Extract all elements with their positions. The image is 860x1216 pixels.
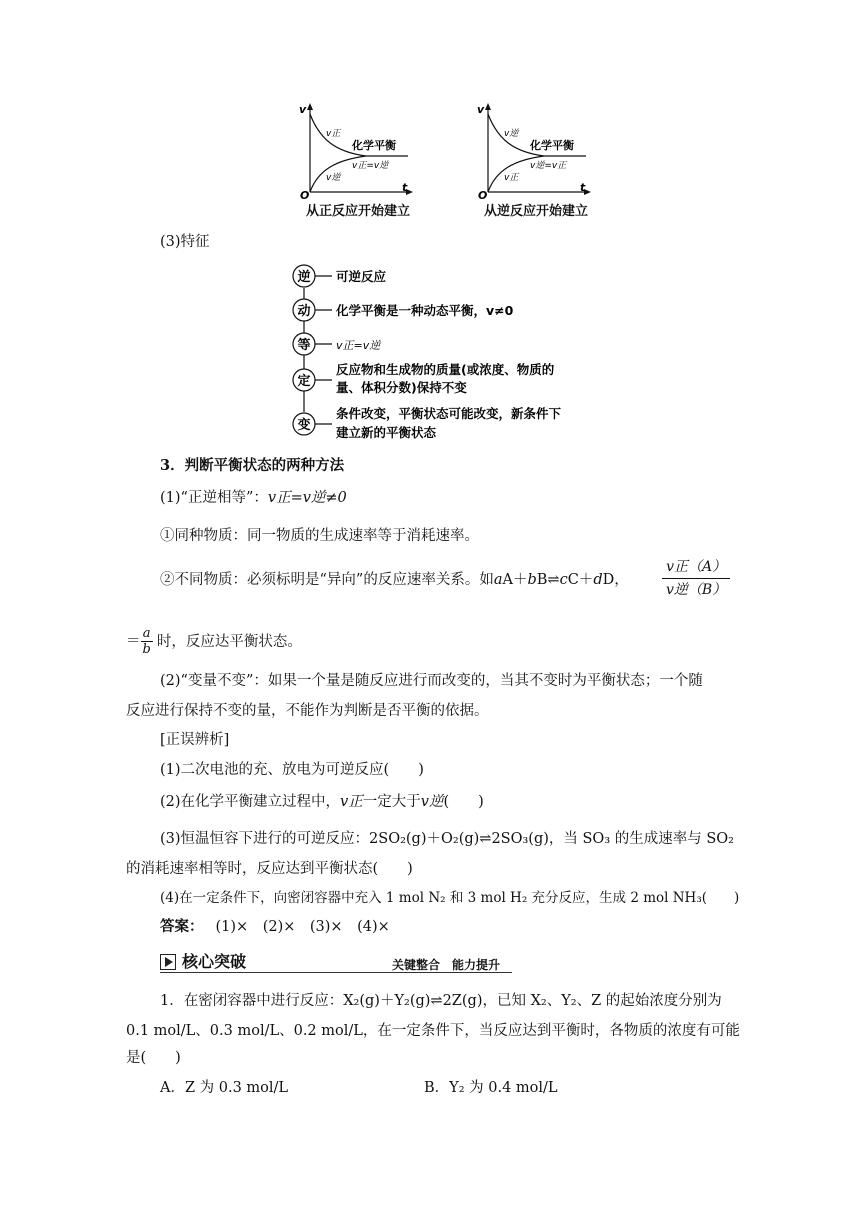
graph-left-eq-formula: v正=v逆: [352, 161, 389, 171]
graph-right-upper: v逆: [504, 129, 519, 139]
analysis-q3-line1: (3)恒温恒容下进行的可逆反应：2SO₂(g)＋O₂(g)⇌2SO₃(g)，当 SO₃ 的生成速率与 SO₂: [160, 831, 734, 847]
q1-option-b[interactable]: B．Y₂ 为 0.4 mol/L: [424, 1080, 558, 1096]
analysis-q4: (4)在一定条件下，向密闭容器中充入 1 mol N₂ 和 3 mol H₂ 充分反应，生成 2 mol NH₃( ): [160, 890, 740, 906]
p3-coef-a: a: [493, 572, 503, 588]
section3-p3: [160, 570, 629, 590]
section3-p1: [160, 488, 347, 508]
feature-node-3: [293, 362, 555, 395]
p3-end: D，: [602, 572, 629, 588]
graph-left-caption: 从正反应开始建立: [306, 204, 411, 219]
analysis-q3-line2: 的消耗速率相等时，反应达到平衡状态( ): [126, 861, 413, 877]
answer-label: 答案：: [160, 918, 204, 935]
p1-prefix: (1)“正逆相等”：: [160, 490, 268, 506]
p3-coef-b: b: [527, 572, 537, 588]
p3-mid2: B: [536, 572, 548, 588]
graph-left-eq-label: 化学平衡: [352, 139, 396, 152]
graph-right-eq-label: 化学平衡: [530, 139, 574, 152]
p4-text: 时，反应达平衡状态。: [156, 633, 302, 650]
banner-title: 核心突破: [182, 952, 247, 971]
q1-line3: 是( ): [126, 1050, 181, 1066]
graph-forward: [296, 100, 422, 200]
section3-title: 3．判断平衡状态的两种方法: [160, 457, 345, 474]
feature-node-2: [293, 333, 382, 355]
analysis-q2: [160, 792, 484, 812]
q2-end: ( ): [443, 794, 484, 810]
rate-fraction: [662, 556, 730, 601]
feature-node-0: [293, 265, 387, 287]
graph-left-lower: v逆: [326, 173, 341, 183]
feature-node-4: [293, 406, 562, 440]
graph-right-yaxis: v: [477, 103, 485, 116]
graph-right-origin: O: [478, 189, 488, 200]
feature-key-4: 变: [297, 418, 311, 433]
feature-key-3: 定: [297, 374, 311, 389]
section3-p4: [126, 626, 302, 657]
q1-option-a[interactable]: A．Z 为 0.3 mol/L: [160, 1080, 289, 1096]
feature-text-3b: 量、体积分数)保持不变: [336, 380, 467, 395]
q2-mid: 一定大于: [362, 794, 421, 810]
q1-line1: 1．在密闭容器中进行反应：X₂(g)＋Y₂(g)⇌2Z(g)，已知 X₂、Y₂、Z 的起始浓度分别为: [160, 993, 722, 1009]
analysis-answer: [160, 917, 390, 937]
feature-text-1: 化学平衡是一种动态平衡，v≠0: [336, 303, 514, 318]
feature-text-3a: 反应物和生成物的质量(或浓度、物质的: [336, 362, 555, 377]
p3-coef-c: c: [559, 572, 568, 588]
graph-left-xaxis: t: [402, 181, 408, 194]
analysis-q1: (1)二次电池的充、放电为可逆反应( ): [160, 762, 424, 778]
graph-left-upper: v正: [326, 129, 341, 139]
p3-prefix: ②不同物质：必须标明是“异向”的反应速率关系。如: [160, 572, 494, 588]
feature-text-0: 可逆反应: [336, 269, 387, 284]
ab-fraction: [141, 626, 153, 657]
feature-key-1: 动: [297, 304, 311, 319]
graph-left-yaxis: v: [299, 103, 307, 116]
feature-key-2: 等: [297, 338, 311, 353]
graph-right-caption: 从逆反应开始建立: [484, 204, 589, 219]
p1-formula: v正=v逆≠0: [267, 490, 347, 506]
feature-text-4b: 建立新的平衡状态: [336, 425, 437, 440]
equilibrium-arrow-icon: ⇌: [547, 572, 560, 588]
banner-subtitle: 关键整合 能力提升: [392, 958, 501, 972]
p3-mid3: C＋: [567, 572, 594, 588]
section3-p5-line1: (2)“变量不变”：如果一个量是随反应进行而改变的，当其不变时为平衡状态；一个随: [160, 673, 703, 689]
ab-num: a: [141, 626, 153, 642]
graph-right-eq-formula: v逆=v正: [530, 161, 567, 171]
feature-text-4a: 条件改变，平衡状态可能改变，新条件下: [336, 406, 562, 421]
features-heading: (3)特征: [160, 234, 210, 250]
answer-values: (1)× (2)× (3)× (4)×: [215, 919, 390, 935]
graph-left-origin: O: [300, 189, 310, 200]
analysis-title: [正误辨析]: [160, 732, 230, 748]
feature-key-0: 逆: [297, 270, 311, 285]
ab-den: b: [142, 642, 151, 657]
graph-reverse: [474, 100, 600, 200]
p4-eq: ＝: [126, 633, 141, 650]
graph-right-lower: v正: [504, 173, 519, 183]
features-diagram: [290, 262, 610, 444]
play-icon: [160, 954, 176, 970]
section3-p2: ①同种物质：同一物质的生成速率等于消耗速率。: [160, 528, 479, 544]
q2-v1: v正: [340, 794, 363, 810]
feature-text-2: v正=v逆: [336, 339, 381, 352]
graph-right-xaxis: t: [580, 181, 586, 194]
feature-node-1: [293, 299, 514, 321]
p3-coef-d: d: [593, 572, 603, 588]
section3-p5-line2: 反应进行保持不变的量，不能作为判断是否平衡的依据。: [126, 703, 489, 719]
q2-v2: v逆: [420, 794, 444, 810]
p3-mid1: A＋: [502, 572, 528, 588]
q1-line2: 0.1 mol/L、0.3 mol/L、0.2 mol/L，在一定条件下，当反应达到平衡时，各物质的浓度有可能: [126, 1023, 740, 1039]
q2-prefix: (2)在化学平衡建立过程中，: [160, 794, 341, 810]
rate-fraction-num: v正（A）: [662, 556, 730, 579]
rate-fraction-den: v逆（B）: [666, 582, 727, 598]
